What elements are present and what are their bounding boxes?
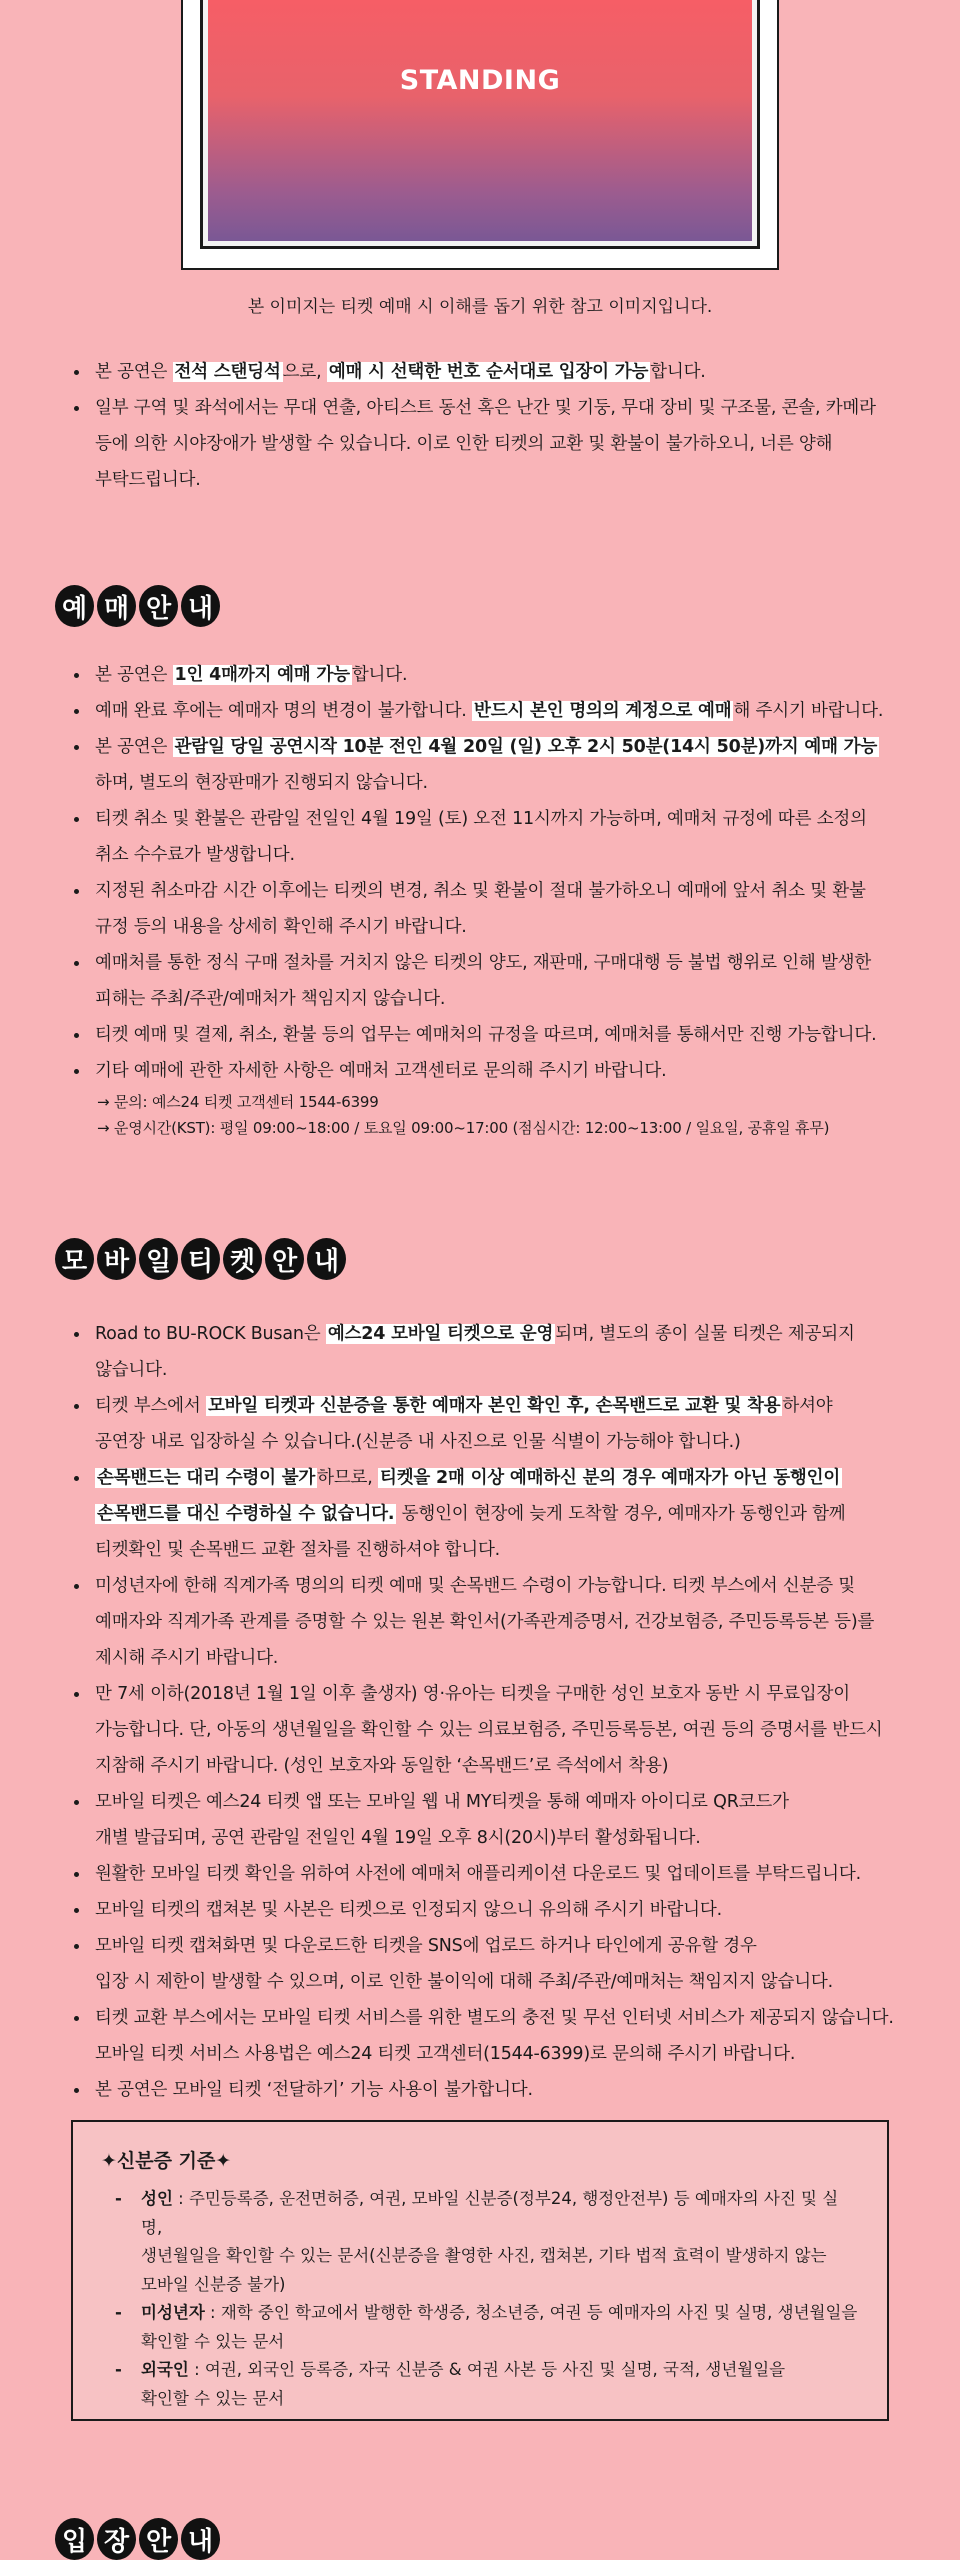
section-title-entry — [55, 2518, 220, 2560]
text: 티켓 예매 및 결제, 취소, 환불 등의 업무는 예매처의 규정을 따르며, 예매처를 통해서만 진행 가능합니다. — [95, 1025, 877, 1045]
highlight: 티켓을 2매 이상 예매하신 분의 경우 예매자가 아닌 동행인이 — [379, 1468, 841, 1488]
text: 동행인이 현장에 늦게 도착할 경우, 예매자가 동행인과 함께 — [396, 1504, 846, 1524]
highlight: 전석 스탠딩석 — [174, 362, 281, 382]
list-item — [72, 1568, 902, 1676]
text: 하므로, — [317, 1468, 378, 1488]
list-item — [72, 1676, 902, 1784]
text: 확인할 수 있는 문서 — [141, 2331, 285, 2351]
text: 티켓 부스에서 — [95, 1396, 206, 1416]
text: 합니다. — [650, 362, 706, 382]
seat-map-frame — [200, 0, 760, 249]
label: 미성년자 — [141, 2303, 205, 2322]
highlight: 관람일 당일 공연시작 10분 전인 4월 20일 (일) 오후 2시 50분(14시 50분)까지 예매 가능 — [174, 737, 878, 757]
title-char: 예 — [55, 585, 94, 627]
title-char: 켓 — [223, 1238, 262, 1280]
text: 본 공연은 — [95, 665, 173, 685]
list-item — [72, 693, 902, 729]
list-item — [72, 1460, 902, 1568]
text: 모바일 티켓은 예스24 티켓 앱 또는 모바일 웹 내 MY티켓을 통해 예매자 아이디로 QR코드가 — [95, 1792, 789, 1812]
list-item — [72, 657, 902, 693]
section-title-mobile-ticket — [55, 1238, 346, 1280]
text: 합니다. — [351, 665, 408, 685]
highlight: 예매 시 선택한 번호 순서대로 입장이 가능 — [328, 362, 649, 382]
text: 지참해 주시기 바랍니다. (성인 보호자와 동일한 ‘손목밴드’로 즉석에서 착용) — [95, 1756, 669, 1776]
text: 모바일 티켓의 캡쳐본 및 사본은 티켓으로 인정되지 않으니 유의해 주시기 바랍니다. — [95, 1900, 722, 1920]
highlight: 손목밴드는 대리 수령이 불가 — [97, 1468, 316, 1488]
text: 예매자와 직계가족 관계를 증명할 수 있는 원본 확인서(가족관계증명서, 건강보험증, 주민등록등본 등)를 — [95, 1612, 875, 1632]
title-char: 매 — [97, 585, 136, 627]
text: 티켓확인 및 손목밴드 교환 절차를 진행하셔야 합니다. — [95, 1540, 501, 1560]
title-char: 내 — [181, 585, 220, 627]
title-char: 안 — [139, 585, 178, 627]
text: 않습니다. — [95, 1360, 168, 1380]
intro-list — [72, 354, 902, 498]
text: : 재학 중인 학교에서 발행한 학생증, 청소년증, 여권 등 예매자의 사진 및 실명, 생년월일을 — [204, 2303, 858, 2322]
text: 취소 수수료가 발생합니다. — [95, 845, 295, 865]
text: 개별 발급되며, 공연 관람일 전일인 4월 19일 오후 8시(20시)부터 활성화됩니다. — [95, 1828, 701, 1848]
text: Road to BU-ROCK Busan은 — [95, 1324, 326, 1344]
text: 예매 완료 후에는 예매자 명의 변경이 불가합니다. — [95, 701, 473, 721]
text: 모바일 신분증 불가) — [141, 2274, 286, 2294]
text: 피해는 주최/주관/예매처가 책임지지 않습니다. — [95, 989, 446, 1009]
text: 입장 시 제한이 발생할 수 있으며, 이로 인한 불이익에 대해 주최/주관/예매처는 책임지지 않습니다. — [95, 1972, 833, 1992]
highlight: 1인 4매까지 예매 가능 — [174, 665, 350, 685]
list-item — [72, 1316, 902, 1388]
title-char: 안 — [139, 2518, 178, 2560]
highlight: 손목밴드를 대신 수령하실 수 없습니다. — [97, 1504, 395, 1524]
title-char: 장 — [97, 2518, 136, 2560]
highlight: 예스24 모바일 티켓으로 운영 — [327, 1324, 554, 1344]
list-item — [72, 354, 902, 390]
list-item — [72, 873, 902, 945]
list-item — [72, 1892, 902, 1928]
seat-map-image — [181, 0, 779, 270]
mobile-ticket-list — [72, 1316, 902, 2108]
title-char: 바 — [97, 1238, 136, 1280]
text: 하며, 별도의 현장판매가 진행되지 않습니다. — [95, 773, 428, 793]
text: 모바일 티켓 캡쳐화면 및 다운로드한 티켓을 SNS에 업로드 하거나 타인에게 공유할 경우 — [95, 1936, 757, 1956]
contact-line: → 문의: 예스24 티켓 고객센터 1544-6399 — [97, 1093, 379, 1111]
text: 해 주시기 바랍니다. — [733, 701, 884, 721]
text: 으로, — [282, 362, 327, 382]
list-item — [101, 2356, 859, 2413]
seat-map-caption: 본 이미지는 티켓 예매 시 이해를 돕기 위한 참고 이미지입니다. — [247, 297, 713, 317]
standing-label: STANDING — [399, 65, 561, 96]
list-item — [72, 1928, 902, 2000]
list-item — [72, 2072, 902, 2108]
title-char: 안 — [265, 1238, 304, 1280]
text: 지정된 취소마감 시간 이후에는 티켓의 변경, 취소 및 환불이 절대 불가하오니 예매에 앞서 취소 및 환불 — [95, 881, 866, 901]
text: 가능합니다. 단, 아동의 생년월일을 확인할 수 있는 의료보험증, 주민등록등본, 여권 등의 증명서를 반드시 — [95, 1720, 883, 1740]
title-char: 입 — [55, 2518, 94, 2560]
title-char: 일 — [139, 1238, 178, 1280]
list-item — [72, 729, 902, 801]
list-item — [72, 1053, 902, 1141]
id-criteria-box — [71, 2120, 889, 2421]
section-title-booking — [55, 585, 220, 627]
title-char: 모 — [55, 1238, 94, 1280]
list-item — [72, 1856, 902, 1892]
list-item — [72, 2000, 902, 2072]
standing-area — [208, 0, 752, 241]
text: 규정 등의 내용을 상세히 확인해 주시기 바랍니다. — [95, 917, 467, 937]
label: 성인 — [141, 2189, 173, 2208]
hours-line: → 운영시간(KST): 평일 09:00~18:00 / 토요일 09:00~17:00 (점심시간: 12:00~13:00 / 일요일, 공휴일 휴무) — [97, 1119, 830, 1137]
text: 확인할 수 있는 문서 — [141, 2388, 285, 2408]
text: 생년월일을 확인할 수 있는 문서(신분증을 촬영한 사진, 캡쳐본, 기타 법적 효력이 발생하지 않는 — [141, 2246, 827, 2265]
highlight: 반드시 본인 명의의 계정으로 예매 — [474, 701, 732, 721]
text: 본 공연은 — [95, 362, 173, 382]
label: 외국인 — [141, 2360, 189, 2379]
title-char: 내 — [307, 1238, 346, 1280]
list-item — [101, 2185, 859, 2299]
text: 하셔야 — [782, 1396, 833, 1416]
text: 예매처를 통한 정식 구매 절차를 거치지 않은 티켓의 양도, 재판매, 구매대행 등 불법 행위로 인해 발생한 — [95, 953, 872, 973]
list-item — [72, 1784, 902, 1856]
text: 등에 의한 시야장애가 발생할 수 있습니다. 이로 인한 티켓의 교환 및 환불이 불가하오니, 너른 양해 — [95, 434, 833, 454]
text: 본 공연은 모바일 티켓 ‘전달하기’ 기능 사용이 불가합니다. — [95, 2080, 533, 2100]
text: : 주민등록증, 운전면허증, 여권, 모바일 신분증(정부24, 행정안전부) 등 예매자의 사진 및 실명, — [141, 2189, 839, 2237]
list-item — [72, 390, 902, 498]
highlight: 모바일 티켓과 신분증을 통한 예매자 본인 확인 후, 손목밴드로 교환 및 착용 — [207, 1396, 781, 1416]
id-criteria-title: ✦신분증 기준✦ — [101, 2150, 232, 2172]
text: 미성년자에 한해 직계가족 명의의 티켓 예매 및 손목밴드 수령이 가능합니다. 티켓 부스에서 신분증 및 — [95, 1576, 855, 1596]
booking-list — [72, 657, 902, 1141]
text: 되며, 별도의 종이 실물 티켓은 제공되지 — [555, 1324, 855, 1344]
title-char: 티 — [181, 1238, 220, 1280]
list-item — [101, 2299, 859, 2356]
text: 본 공연은 — [95, 737, 173, 757]
text: 기타 예매에 관한 자세한 사항은 예매처 고객센터로 문의해 주시기 바랍니다. — [95, 1061, 667, 1081]
text: 공연장 내로 입장하실 수 있습니다.(신분증 내 사진으로 인물 식별이 가능해야 합니다.) — [95, 1432, 741, 1452]
text: 티켓 교환 부스에서는 모바일 티켓 서비스를 위한 별도의 충전 및 무선 인터넷 서비스가 제공되지 않습니다. — [95, 2008, 894, 2028]
text: : 여권, 외국인 등록증, 자국 신분증 & 여권 사본 등 사진 및 실명, 국적, 생년월일을 — [188, 2360, 786, 2379]
text: 만 7세 이하(2018년 1월 1일 이후 출생자) 영·유아는 티켓을 구매한 성인 보호자 동반 시 무료입장이 — [95, 1684, 850, 1704]
text: 모바일 티켓 서비스 사용법은 예스24 티켓 고객센터(1544-6399)로 문의해 주시기 바랍니다. — [95, 2044, 796, 2064]
text: 일부 구역 및 좌석에서는 무대 연출, 아티스트 동선 혹은 난간 및 기둥, 무대 장비 및 구조물, 콘솔, 카메라 — [95, 398, 876, 418]
text: 원활한 모바일 티켓 확인을 위하여 사전에 예매처 애플리케이션 다운로드 및 업데이트를 부탁드립니다. — [95, 1864, 861, 1884]
list-item — [72, 1388, 902, 1460]
list-item — [72, 1017, 902, 1053]
list-item — [72, 945, 902, 1017]
text: 티켓 취소 및 환불은 관람일 전일인 4월 19일 (토) 오전 11시까지 가능하며, 예매처 규정에 따른 소정의 — [95, 809, 867, 829]
id-criteria-list — [101, 2185, 859, 2413]
list-item — [72, 801, 902, 873]
text: 부탁드립니다. — [95, 470, 201, 490]
text: 제시해 주시기 바랍니다. — [95, 1648, 279, 1668]
title-char: 내 — [181, 2518, 220, 2560]
